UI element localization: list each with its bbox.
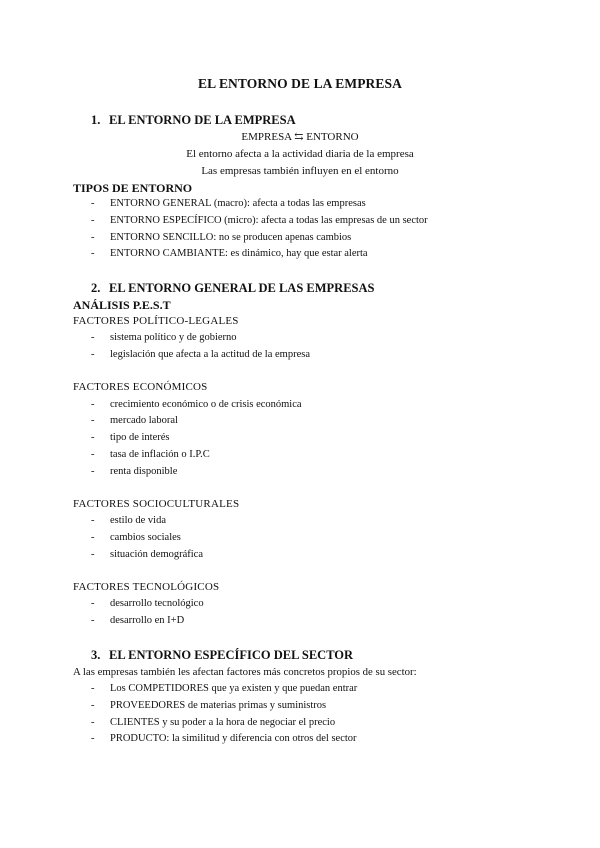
bullet: - [91,683,95,694]
center-line: Las empresas también influyen en el entorno [201,165,399,177]
factor-title: FACTORES POLÍTICO-LEGALES [73,315,239,327]
bullet: - [91,549,95,560]
bullet: - [91,598,95,609]
list-item-text: ENTORNO CAMBIANTE: es dinámico, hay que estar alerta [110,248,368,259]
bullet: - [91,248,95,259]
section-2-heading [91,281,374,296]
list-item-text: legislación que afecta a la actitud de la empresa [110,349,310,360]
bullet: - [91,615,95,626]
section-3-intro: A las empresas también les afectan factores más concretos propios de su sector: [73,666,417,678]
list-item-text: tipo de interés [110,432,170,443]
bullet: - [91,466,95,477]
list-item-text: CLIENTES y su poder a la hora de negociar el precio [110,717,336,728]
bullet: - [91,532,95,543]
types-label: TIPOS DE ENTORNO [73,181,193,195]
analysis-label: ANÁLISIS P.E.S.T [73,298,171,312]
bullet: - [91,198,95,209]
section-title: EL ENTORNO DE LA EMPRESA [109,113,296,127]
list-item-text: crecimiento económico o de crisis económica [110,399,302,410]
list-item-text: cambios sociales [110,532,181,543]
bullet: - [91,415,95,426]
section-title: EL ENTORNO ESPECÍFICO DEL SECTOR [109,648,354,662]
section-3-heading [91,648,353,663]
center-line: El entorno afecta a la actividad diaria de la empresa [186,148,414,160]
factor-title: FACTORES TECNOLÓGICOS [73,581,220,593]
bullet: - [91,215,95,226]
list-item-text: situación demográfica [110,549,204,560]
factor-title: FACTORES SOCIOCULTURALES [73,498,240,510]
section-number: 1. [91,113,101,127]
list-item-text: ENTORNO GENERAL (macro): afecta a todas las empresas [110,198,366,209]
list-item-text: desarrollo en I+D [110,615,185,626]
list-item-text: PROVEEDORES de materias primas y suministros [110,700,327,711]
bullet: - [91,733,95,744]
bullet: - [91,432,95,443]
section-title: EL ENTORNO GENERAL DE LAS EMPRESAS [109,281,375,295]
bullet: - [91,399,95,410]
list-item-text: estilo de vida [110,515,166,526]
list-item-text: tasa de inflación o I.P.C [110,449,210,460]
list-item-text: Los COMPETIDORES que ya existen y que puedan entrar [110,683,358,694]
bullet: - [91,449,95,460]
list-item-text: desarrollo tecnológico [110,598,204,609]
list-item-text: mercado laboral [110,415,178,426]
section-1-heading [91,113,296,128]
center-line: EMPRESA ⇆ ENTORNO [241,131,359,143]
bullet: - [91,700,95,711]
list-item-text: renta disponible [110,466,178,477]
section-number: 2. [91,281,101,295]
document-title: EL ENTORNO DE LA EMPRESA [198,76,402,91]
list-item-text: PRODUCTO: la similitud y diferencia con otros del sector [110,733,357,744]
list-item-text: ENTORNO SENCILLO: no se producen apenas cambios [110,232,352,243]
bullet: - [91,717,95,728]
list-item-text: ENTORNO ESPECÍFICO (micro): afecta a todas las empresas de un sector [110,215,428,226]
bullet: - [91,515,95,526]
factor-title: FACTORES ECONÓMICOS [73,381,208,393]
bullet: - [91,332,95,343]
bullet: - [91,349,95,360]
section-number: 3. [91,648,101,662]
bullet: - [91,232,95,243]
list-item-text: sistema político y de gobierno [110,332,237,343]
